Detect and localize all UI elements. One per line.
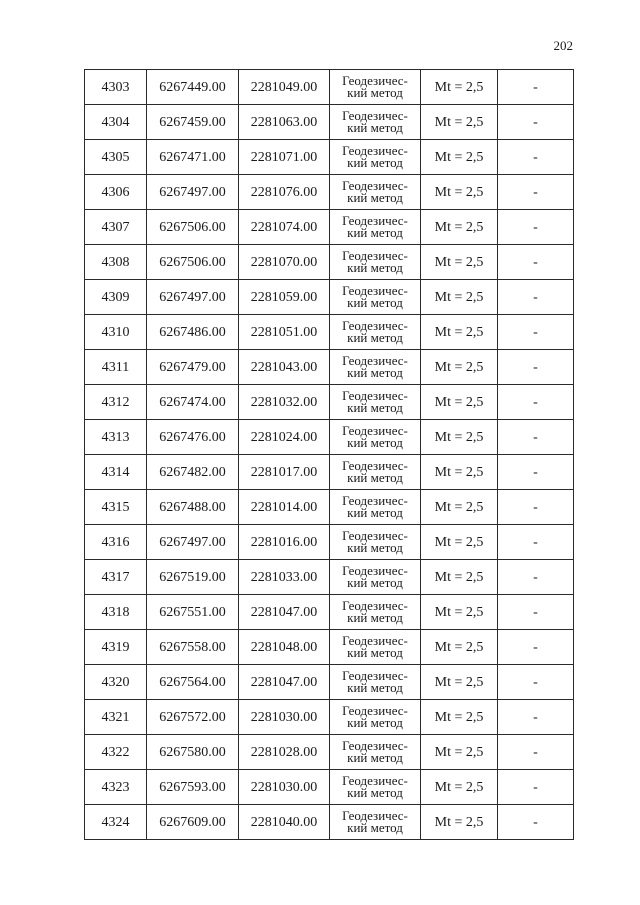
accuracy-cell: Mt = 2,5	[421, 420, 498, 455]
method-cell	[330, 525, 421, 560]
method-line-1: Геодезичес-	[342, 423, 408, 438]
method-cell	[330, 735, 421, 770]
method-line-1: Геодезичес-	[342, 773, 408, 788]
x-coordinate-cell: 6267506.00	[147, 245, 239, 280]
accuracy-cell: Mt = 2,5	[421, 805, 498, 840]
method-line-1: Геодезичес-	[342, 633, 408, 648]
accuracy-cell: Mt = 2,5	[421, 315, 498, 350]
method-line-1: Геодезичес-	[342, 528, 408, 543]
note-cell: -	[498, 455, 574, 490]
y-coordinate-cell: 2281070.00	[239, 245, 330, 280]
note-cell: -	[498, 770, 574, 805]
point-number-cell: 4317	[85, 560, 147, 595]
method-line-2: кий метод	[347, 155, 403, 170]
x-coordinate-cell: 6267459.00	[147, 105, 239, 140]
table-row	[85, 420, 574, 455]
accuracy-cell: Mt = 2,5	[421, 490, 498, 525]
method-line-1: Геодезичес-	[342, 353, 408, 368]
table-row	[85, 70, 574, 105]
point-number-cell: 4307	[85, 210, 147, 245]
point-number-cell: 4320	[85, 665, 147, 700]
method-line-2: кий метод	[347, 575, 403, 590]
x-coordinate-cell: 6267564.00	[147, 665, 239, 700]
method-line-2: кий метод	[347, 610, 403, 625]
method-cell	[330, 490, 421, 525]
y-coordinate-cell: 2281017.00	[239, 455, 330, 490]
method-line-1: Геодезичес-	[342, 668, 408, 683]
x-coordinate-cell: 6267479.00	[147, 350, 239, 385]
note-cell: -	[498, 210, 574, 245]
table-row	[85, 350, 574, 385]
method-cell	[330, 175, 421, 210]
point-number-cell: 4318	[85, 595, 147, 630]
accuracy-cell: Mt = 2,5	[421, 595, 498, 630]
table-row	[85, 560, 574, 595]
method-cell	[330, 70, 421, 105]
method-cell	[330, 805, 421, 840]
method-line-2: кий метод	[347, 645, 403, 660]
y-coordinate-cell: 2281063.00	[239, 105, 330, 140]
method-line-1: Геодезичес-	[342, 283, 408, 298]
note-cell: -	[498, 140, 574, 175]
x-coordinate-cell: 6267572.00	[147, 700, 239, 735]
accuracy-cell: Mt = 2,5	[421, 630, 498, 665]
method-cell	[330, 630, 421, 665]
accuracy-cell: Mt = 2,5	[421, 175, 498, 210]
page-number: 202	[553, 38, 573, 53]
point-number-cell: 4312	[85, 385, 147, 420]
y-coordinate-cell: 2281074.00	[239, 210, 330, 245]
coordinates-table	[84, 69, 574, 840]
y-coordinate-cell: 2281028.00	[239, 735, 330, 770]
method-line-2: кий метод	[347, 505, 403, 520]
method-line-1: Геодезичес-	[342, 493, 408, 508]
table-row	[85, 770, 574, 805]
coordinates-table-body	[85, 70, 574, 840]
accuracy-cell: Mt = 2,5	[421, 140, 498, 175]
table-row	[85, 665, 574, 700]
method-cell	[330, 140, 421, 175]
method-line-1: Геодезичес-	[342, 388, 408, 403]
table-row	[85, 105, 574, 140]
y-coordinate-cell: 2281047.00	[239, 665, 330, 700]
method-line-2: кий метод	[347, 365, 403, 380]
table-row	[85, 245, 574, 280]
accuracy-cell: Mt = 2,5	[421, 105, 498, 140]
method-cell	[330, 105, 421, 140]
x-coordinate-cell: 6267488.00	[147, 490, 239, 525]
x-coordinate-cell: 6267497.00	[147, 525, 239, 560]
y-coordinate-cell: 2281051.00	[239, 315, 330, 350]
y-coordinate-cell: 2281049.00	[239, 70, 330, 105]
x-coordinate-cell: 6267482.00	[147, 455, 239, 490]
point-number-cell: 4310	[85, 315, 147, 350]
point-number-cell: 4322	[85, 735, 147, 770]
x-coordinate-cell: 6267497.00	[147, 175, 239, 210]
method-line-1: Геодезичес-	[342, 563, 408, 578]
accuracy-cell: Mt = 2,5	[421, 525, 498, 560]
method-cell	[330, 280, 421, 315]
table-row	[85, 735, 574, 770]
method-line-2: кий метод	[347, 820, 403, 835]
note-cell: -	[498, 630, 574, 665]
method-cell	[330, 210, 421, 245]
accuracy-cell: Mt = 2,5	[421, 245, 498, 280]
method-line-2: кий метод	[347, 260, 403, 275]
point-number-cell: 4308	[85, 245, 147, 280]
method-line-1: Геодезичес-	[342, 143, 408, 158]
method-cell	[330, 700, 421, 735]
y-coordinate-cell: 2281030.00	[239, 700, 330, 735]
note-cell: -	[498, 280, 574, 315]
point-number-cell: 4315	[85, 490, 147, 525]
accuracy-cell: Mt = 2,5	[421, 700, 498, 735]
x-coordinate-cell: 6267593.00	[147, 770, 239, 805]
table-row	[85, 630, 574, 665]
method-line-2: кий метод	[347, 190, 403, 205]
point-number-cell: 4306	[85, 175, 147, 210]
x-coordinate-cell: 6267476.00	[147, 420, 239, 455]
method-line-2: кий метод	[347, 785, 403, 800]
y-coordinate-cell: 2281048.00	[239, 630, 330, 665]
x-coordinate-cell: 6267609.00	[147, 805, 239, 840]
method-cell	[330, 245, 421, 280]
note-cell: -	[498, 70, 574, 105]
note-cell: -	[498, 245, 574, 280]
y-coordinate-cell: 2281076.00	[239, 175, 330, 210]
method-line-1: Геодезичес-	[342, 738, 408, 753]
method-line-2: кий метод	[347, 540, 403, 555]
accuracy-cell: Mt = 2,5	[421, 210, 498, 245]
table-row	[85, 700, 574, 735]
y-coordinate-cell: 2281016.00	[239, 525, 330, 560]
method-line-2: кий метод	[347, 85, 403, 100]
y-coordinate-cell: 2281040.00	[239, 805, 330, 840]
table-row	[85, 140, 574, 175]
table-row	[85, 595, 574, 630]
note-cell: -	[498, 385, 574, 420]
method-line-2: кий метод	[347, 680, 403, 695]
method-line-1: Геодезичес-	[342, 318, 408, 333]
x-coordinate-cell: 6267449.00	[147, 70, 239, 105]
table-row	[85, 455, 574, 490]
method-line-2: кий метод	[347, 435, 403, 450]
method-line-1: Геодезичес-	[342, 598, 408, 613]
note-cell: -	[498, 350, 574, 385]
note-cell: -	[498, 595, 574, 630]
note-cell: -	[498, 665, 574, 700]
point-number-cell: 4324	[85, 805, 147, 840]
accuracy-cell: Mt = 2,5	[421, 665, 498, 700]
x-coordinate-cell: 6267471.00	[147, 140, 239, 175]
method-cell	[330, 770, 421, 805]
point-number-cell: 4304	[85, 105, 147, 140]
point-number-cell: 4314	[85, 455, 147, 490]
y-coordinate-cell: 2281030.00	[239, 770, 330, 805]
note-cell: -	[498, 560, 574, 595]
accuracy-cell: Mt = 2,5	[421, 735, 498, 770]
point-number-cell: 4303	[85, 70, 147, 105]
accuracy-cell: Mt = 2,5	[421, 455, 498, 490]
x-coordinate-cell: 6267551.00	[147, 595, 239, 630]
note-cell: -	[498, 105, 574, 140]
method-cell	[330, 560, 421, 595]
method-line-1: Геодезичес-	[342, 178, 408, 193]
method-cell	[330, 595, 421, 630]
accuracy-cell: Mt = 2,5	[421, 280, 498, 315]
table-row	[85, 280, 574, 315]
y-coordinate-cell: 2281059.00	[239, 280, 330, 315]
point-number-cell: 4305	[85, 140, 147, 175]
method-line-2: кий метод	[347, 330, 403, 345]
table-row	[85, 490, 574, 525]
method-line-1: Геодезичес-	[342, 213, 408, 228]
table-row	[85, 175, 574, 210]
table-row	[85, 315, 574, 350]
y-coordinate-cell: 2281024.00	[239, 420, 330, 455]
x-coordinate-cell: 6267474.00	[147, 385, 239, 420]
note-cell: -	[498, 805, 574, 840]
method-cell	[330, 420, 421, 455]
table-row	[85, 210, 574, 245]
method-cell	[330, 350, 421, 385]
x-coordinate-cell: 6267506.00	[147, 210, 239, 245]
accuracy-cell: Mt = 2,5	[421, 770, 498, 805]
x-coordinate-cell: 6267486.00	[147, 315, 239, 350]
method-line-1: Геодезичес-	[342, 808, 408, 823]
point-number-cell: 4313	[85, 420, 147, 455]
method-cell	[330, 455, 421, 490]
note-cell: -	[498, 735, 574, 770]
note-cell: -	[498, 315, 574, 350]
point-number-cell: 4311	[85, 350, 147, 385]
table-row	[85, 805, 574, 840]
method-line-1: Геодезичес-	[342, 73, 408, 88]
point-number-cell: 4323	[85, 770, 147, 805]
x-coordinate-cell: 6267580.00	[147, 735, 239, 770]
method-line-1: Геодезичес-	[342, 458, 408, 473]
method-cell	[330, 385, 421, 420]
accuracy-cell: Mt = 2,5	[421, 350, 498, 385]
method-cell	[330, 665, 421, 700]
point-number-cell: 4321	[85, 700, 147, 735]
method-line-1: Геодезичес-	[342, 248, 408, 263]
y-coordinate-cell: 2281032.00	[239, 385, 330, 420]
y-coordinate-cell: 2281014.00	[239, 490, 330, 525]
method-line-2: кий метод	[347, 750, 403, 765]
method-line-1: Геодезичес-	[342, 108, 408, 123]
accuracy-cell: Mt = 2,5	[421, 560, 498, 595]
method-line-2: кий метод	[347, 470, 403, 485]
accuracy-cell: Mt = 2,5	[421, 70, 498, 105]
note-cell: -	[498, 420, 574, 455]
x-coordinate-cell: 6267519.00	[147, 560, 239, 595]
accuracy-cell: Mt = 2,5	[421, 385, 498, 420]
table-row	[85, 385, 574, 420]
note-cell: -	[498, 525, 574, 560]
note-cell: -	[498, 700, 574, 735]
method-line-2: кий метод	[347, 295, 403, 310]
point-number-cell: 4316	[85, 525, 147, 560]
method-line-2: кий метод	[347, 225, 403, 240]
y-coordinate-cell: 2281043.00	[239, 350, 330, 385]
y-coordinate-cell: 2281033.00	[239, 560, 330, 595]
note-cell: -	[498, 175, 574, 210]
method-line-2: кий метод	[347, 120, 403, 135]
method-cell	[330, 315, 421, 350]
method-line-2: кий метод	[347, 400, 403, 415]
x-coordinate-cell: 6267558.00	[147, 630, 239, 665]
y-coordinate-cell: 2281047.00	[239, 595, 330, 630]
point-number-cell: 4319	[85, 630, 147, 665]
table-row	[85, 525, 574, 560]
point-number-cell: 4309	[85, 280, 147, 315]
note-cell: -	[498, 490, 574, 525]
method-line-1: Геодезичес-	[342, 703, 408, 718]
y-coordinate-cell: 2281071.00	[239, 140, 330, 175]
x-coordinate-cell: 6267497.00	[147, 280, 239, 315]
method-line-2: кий метод	[347, 715, 403, 730]
